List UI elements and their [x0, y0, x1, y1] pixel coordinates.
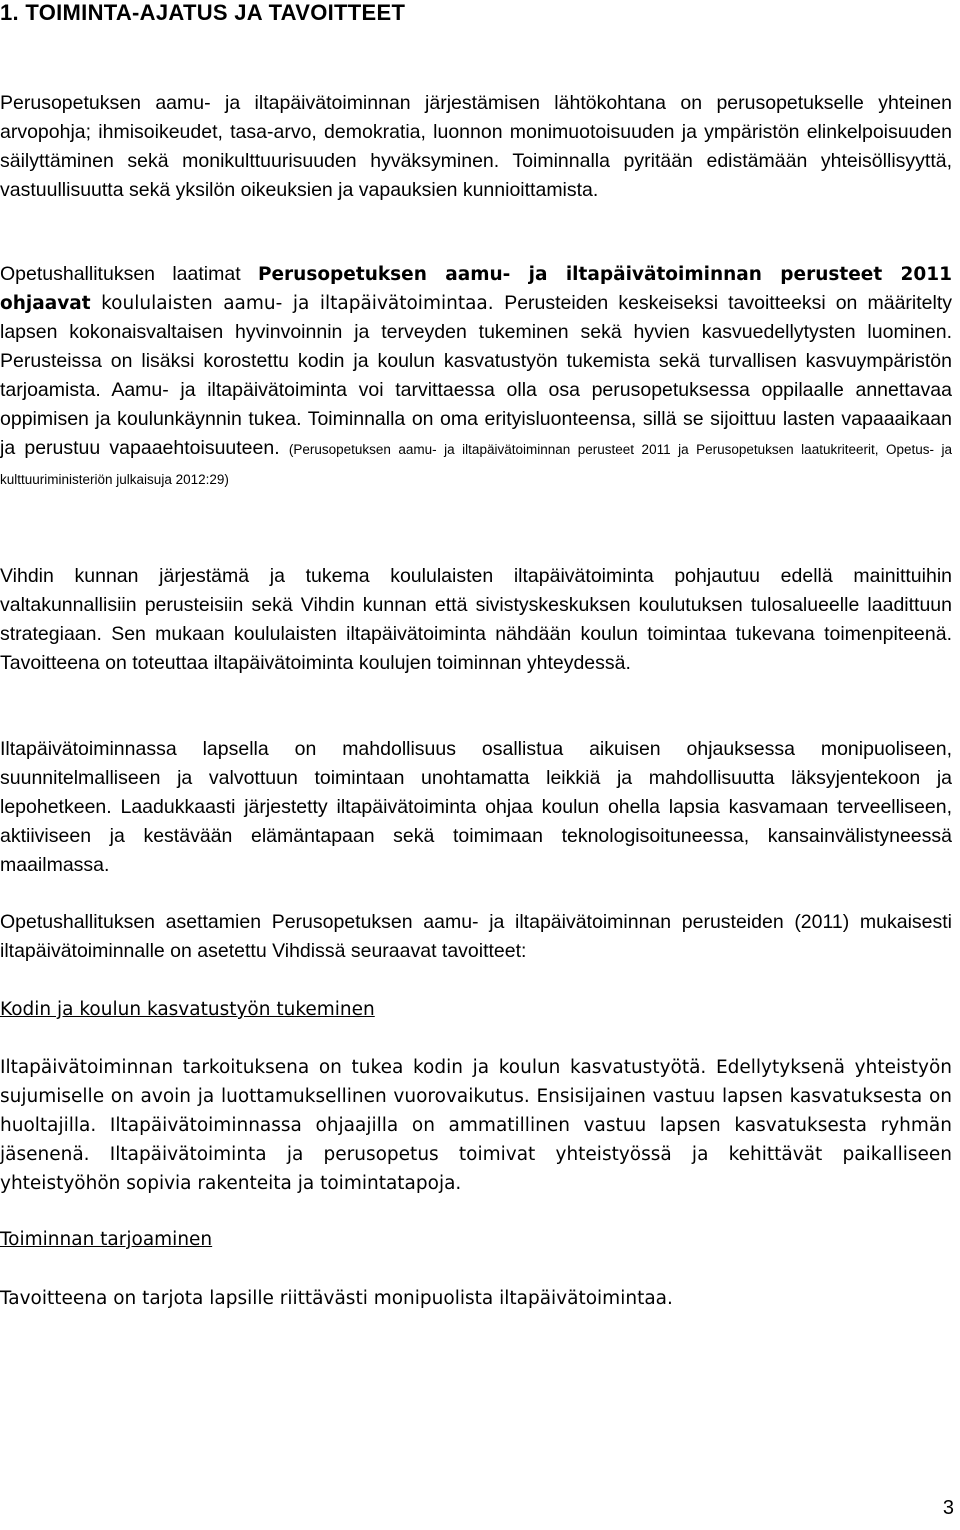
paragraph-activities: Iltapäivätoiminnassa lapsella on mahdollisuus osallistua aikuisen ohjauksessa monipuoliseen, suunnitelmalliseen ja valvottuun toimintaan unohtamatta leikkiä ja mahdollisuutta läksyjentekoon ja lepohetkeen. Laadukkaasti järjestetty iltapäivätoiminta ohjaa koulun ohella lapsia kasvamaan terveelliseen, aktiiviseen ja kestävään elämäntapaan sekä toimimaan teknologisoituneessa, kansainvälistyneessä maailmassa. [0, 738, 952, 876]
guidelines-reference: (Perusopetuksen aamu- ja iltapäivätoiminnan perusteet 2011 ja Perusopetuksen laatukriteerit, Opetus- ja kulttuuriministeriön julkaisuja 2012:29) [0, 442, 953, 487]
paragraph-guidelines [0, 260, 952, 494]
subheading-home-school: Kodin ja koulun kasvatustyön tukeminen [0, 999, 375, 1020]
paragraph-home-school: Iltapäivätoiminnan tarkoituksena on tukea kodin ja koulun kasvatustyötä. Edellytyksenä yhteistyön sujumiselle on avoin ja luottamuksellinen vuorovaikutus. Ensisijainen vastuu lapsen kasvatuksesta on huoltajilla. Iltapäivätoiminnassa ohjaajilla on ammatillinen vastuu lapsen kasvatuksesta ryhmän jäsenenä. Iltapäivätoiminta ja perusopetus toimivat yhteistyössä ja kehittävät paikalliseen yhteistyöhön sopivia rakenteita ja toimintatapoja. [0, 1057, 952, 1194]
guidelines-bold: Perusopetuksen aamu- ja iltapäivätoiminnan perusteet 2011 ohjaavat [0, 264, 953, 314]
guidelines-rest1: koululaisten aamu- ja iltapäivätoimintaa. [90, 293, 505, 314]
guidelines-rest2: Perusteiden keskeiseksi tavoitteeksi on määritelty lapsen kokonaisvaltaisen hyvinvoinnin ja terveyden tukeminen sekä hyvien kasvuedellytysten luominen. Perusteissa on lisäksi korostettu kodin ja koulun kasvatustyön tukemista sekä turvallisen kasvuympäristön tarjoamista. Aamu- ja iltapäivätoiminta voi tarvittaessa olla osa perusopetuksessa oppilaalle annettavaa oppimisen ja koulunkäynnin tukea. Toiminnalla on oma erityisluonteensa, sillä se sijoittuu lasten vapaaaikaan ja perustuu vapaaehtoisuuteen. [0, 292, 952, 459]
paragraph-goals-intro: Opetushallituksen asettamien Perusopetuksen aamu- ja iltapäivätoiminnan perusteiden (2011) mukaisesti iltapäivätoiminnalle on asetettu Vihdissä seuraavat tavoitteet: [0, 911, 952, 962]
subheading-offering: Toiminnan tarjoaminen [0, 1229, 213, 1250]
paragraph-values: Perusopetuksen aamu- ja iltapäivätoiminnan järjestämisen lähtökohtana on perusopetukselle yhteinen arvopohja; ihmisoikeudet, tasa-arvo, demokratia, luonnon monimuotoisuuden ja ympäristön elinkelpoisuuden säilyttäminen sekä monikulttuurisuuden hyväksyminen. Toiminnalla pyritään edistämään yhteisöllisyyttä, vastuullisuutta sekä yksilön oikeuksien ja vapauksien kunnioittamista. [0, 92, 952, 201]
section-heading: 1. TOIMINTA-AJATUS JA TAVOITTEET [0, 0, 406, 25]
paragraph-vihti: Vihdin kunnan järjestämä ja tukema koululaisten iltapäivätoiminta pohjautuu edellä mainittuihin valtakunnallisiin perusteisiin sekä Vihdin kunnan että sivistyskeskuksen koulutuksen tulosalueelle laadittuun strategiaan. Sen mukaan koululaisten iltapäivätoiminta nähdään koulun toimintaa tukevana toimenpiteenä. Tavoitteena on toteuttaa iltapäivätoiminta koulujen toiminnan yhteydessä. [0, 565, 952, 674]
page-number: 3 [942, 1497, 954, 1519]
guidelines-lead: Opetushallituksen laatimat [0, 263, 258, 285]
paragraph-offering: Tavoitteena on tarjota lapsille riittävästi monipuolista iltapäivätoimintaa. [0, 1288, 673, 1309]
